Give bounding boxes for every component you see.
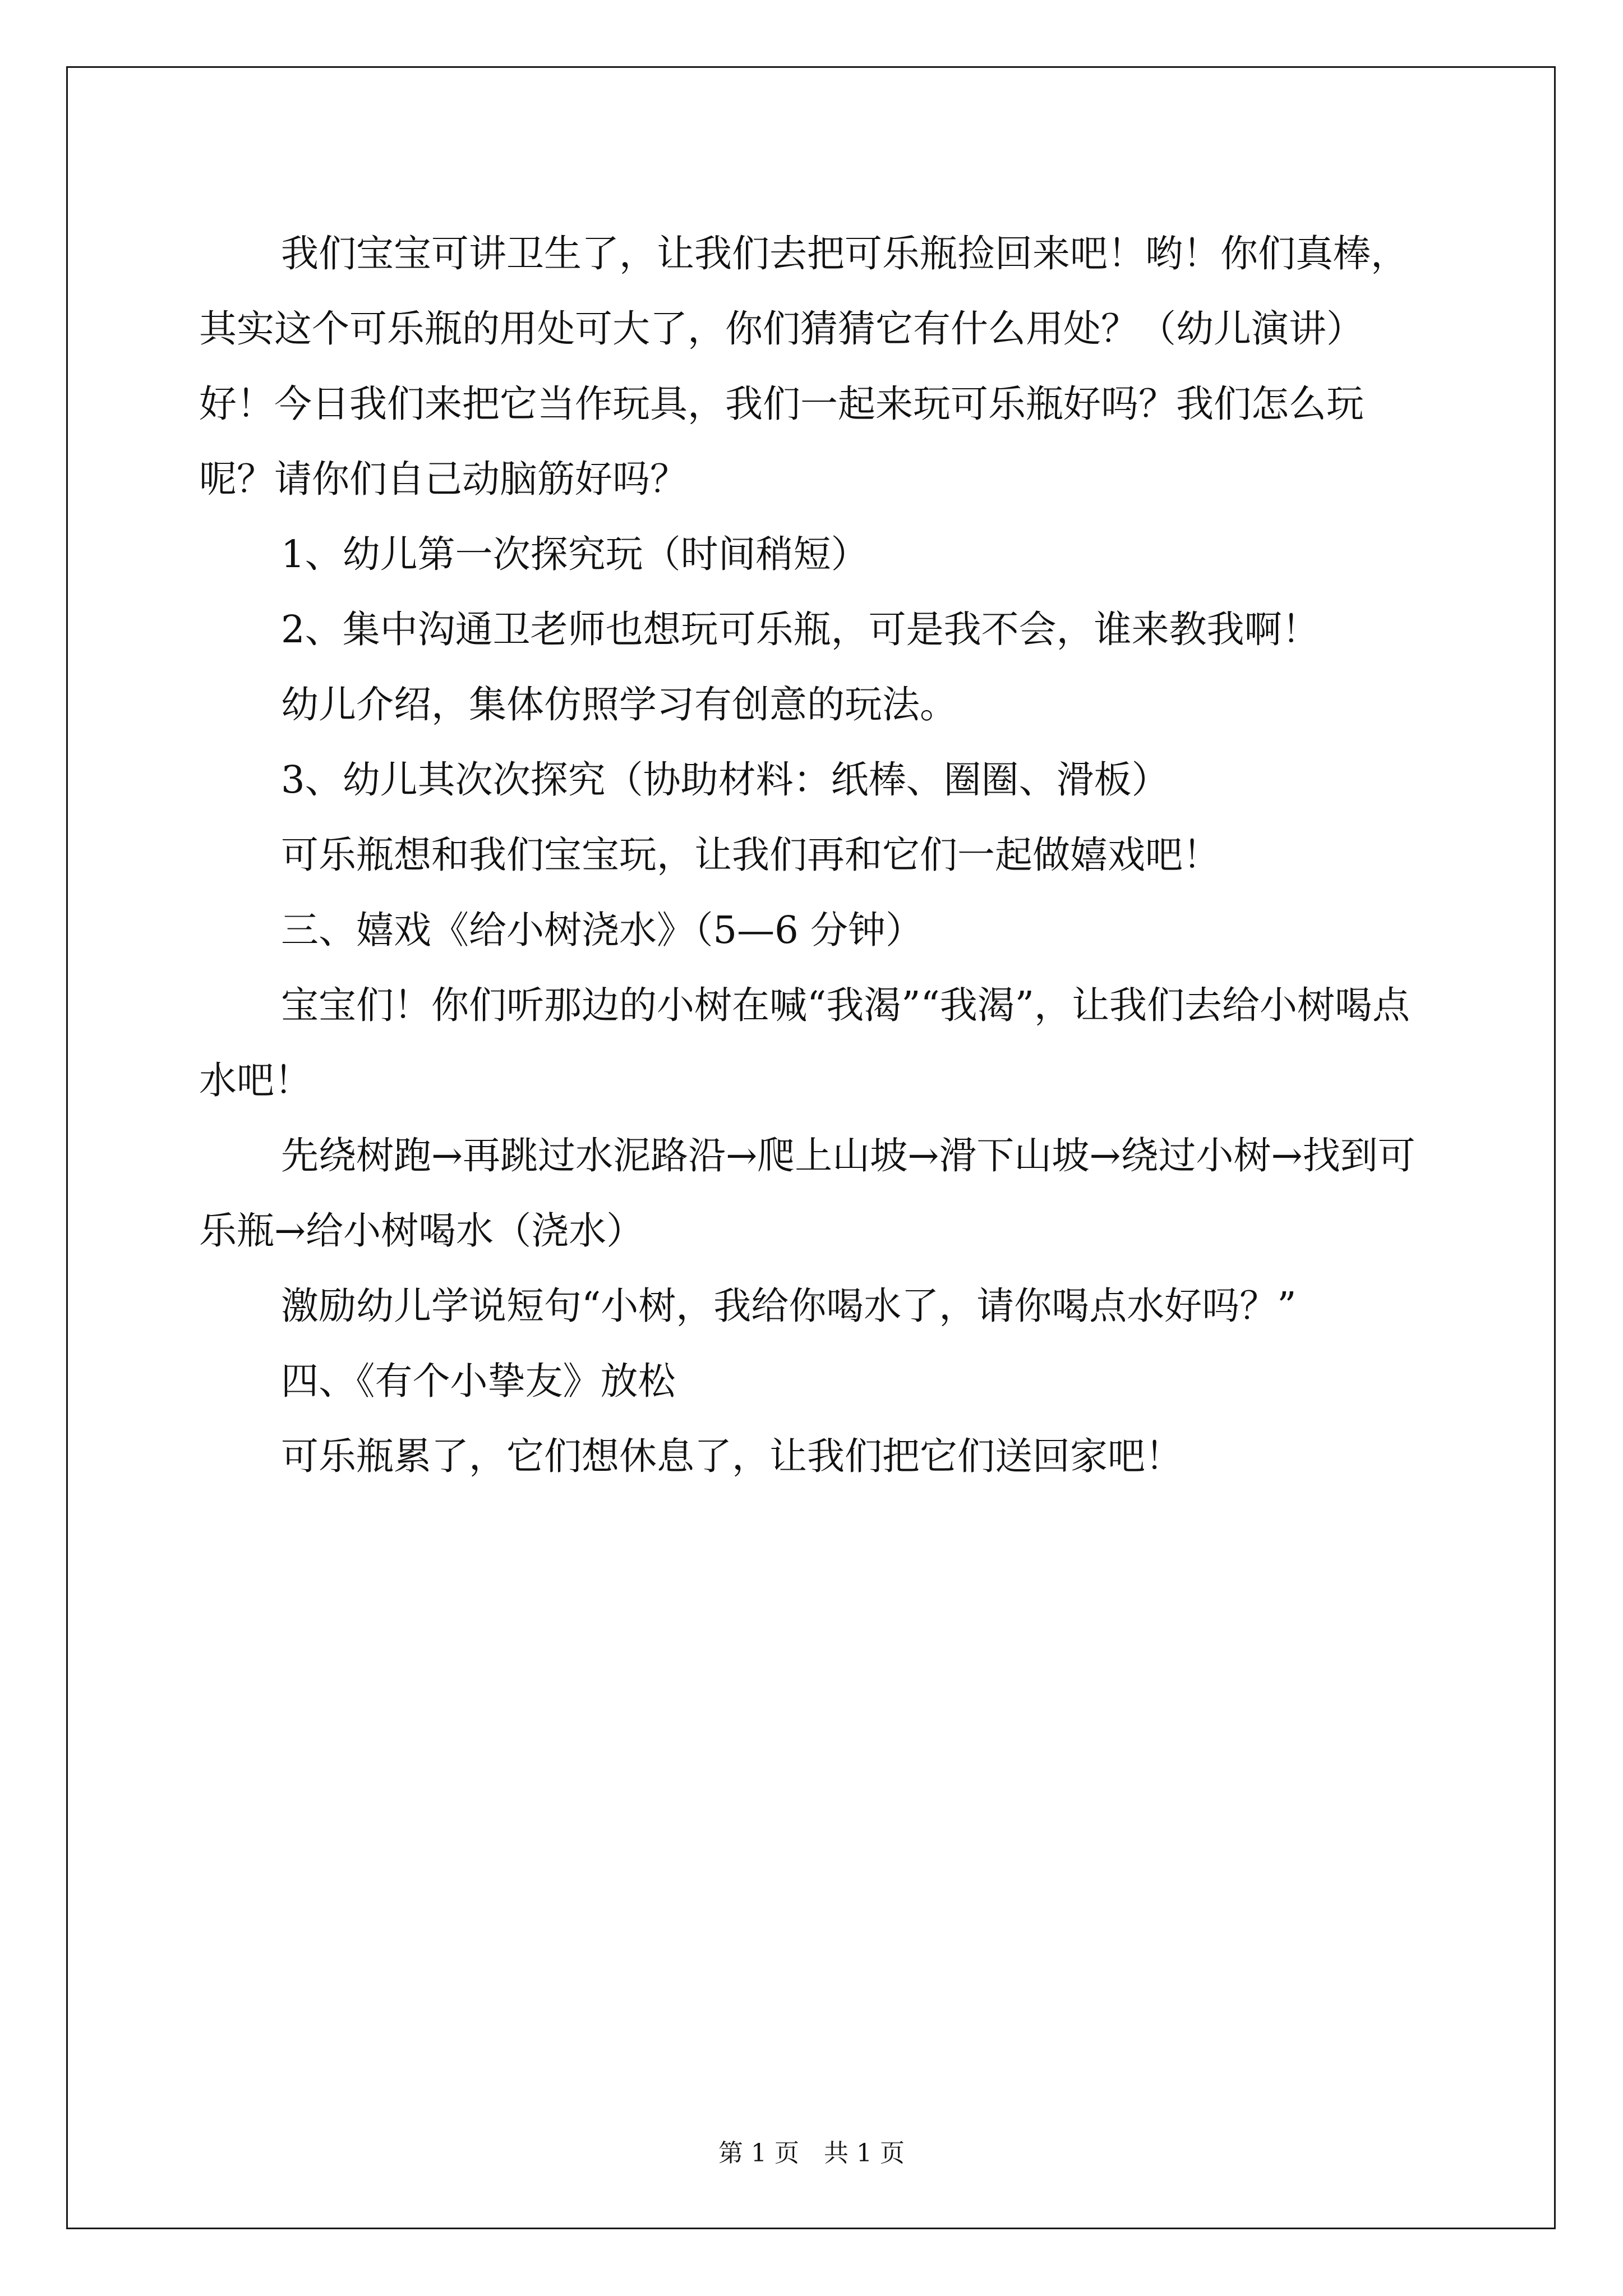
paragraph: 1、幼儿第一次探究玩（时间稍短） bbox=[281, 532, 869, 576]
paragraph: 激励幼儿学说短句“小树，我给你喝水了，请你喝点水好吗？” bbox=[281, 1284, 1297, 1328]
page-number: 第 1 页 bbox=[718, 2139, 799, 2168]
paragraph: 四、《有个小挚友》放松 bbox=[281, 1359, 676, 1403]
paragraph: 三、嬉戏《给小树浇水》（5—6 分钟） bbox=[281, 908, 924, 952]
page-total: 共 1 页 bbox=[824, 2139, 905, 2168]
paragraph: 可乐瓶想和我们宝宝玩，让我们再和它们一起做嬉戏吧！ bbox=[281, 833, 1220, 877]
paragraph: 3、幼儿其次次探究（协助材料：纸棒、圈圈、滑板） bbox=[281, 758, 1169, 802]
paragraph: 先绕树跑→再跳过水泥路沿→爬上山坡→滑下山坡→绕过小树→找到可乐瓶→给小树喝水（浇水） bbox=[199, 1134, 1415, 1253]
paragraph: 宝宝们！你们听那边的小树在喊“我渴”“我渴”，让我们去给小树喝点水吧！ bbox=[199, 983, 1410, 1102]
paragraph: 我们宝宝可讲卫生了，让我们去把可乐瓶捡回来吧！哟！你们真棒，其实这个可乐瓶的用处可大了，你们猜猜它有什么用处？（幼儿演讲）好！今日我们来把它当作玩具，我们一起来玩可乐瓶好吗？我们怎么玩呢？请你们自己动脑筋好吗？ bbox=[199, 232, 1408, 501]
document-body bbox=[199, 216, 1427, 1494]
paragraph: 幼儿介绍，集体仿照学习有创意的玩法。 bbox=[281, 683, 957, 726]
paragraph: 2、集中沟通卫老师也想玩可乐瓶，可是我不会，谁来教我啊！ bbox=[281, 608, 1320, 651]
paragraph: 可乐瓶累了，它们想休息了，让我们把它们送回家吧！ bbox=[281, 1434, 1183, 1478]
page-footer bbox=[0, 2133, 1623, 2169]
